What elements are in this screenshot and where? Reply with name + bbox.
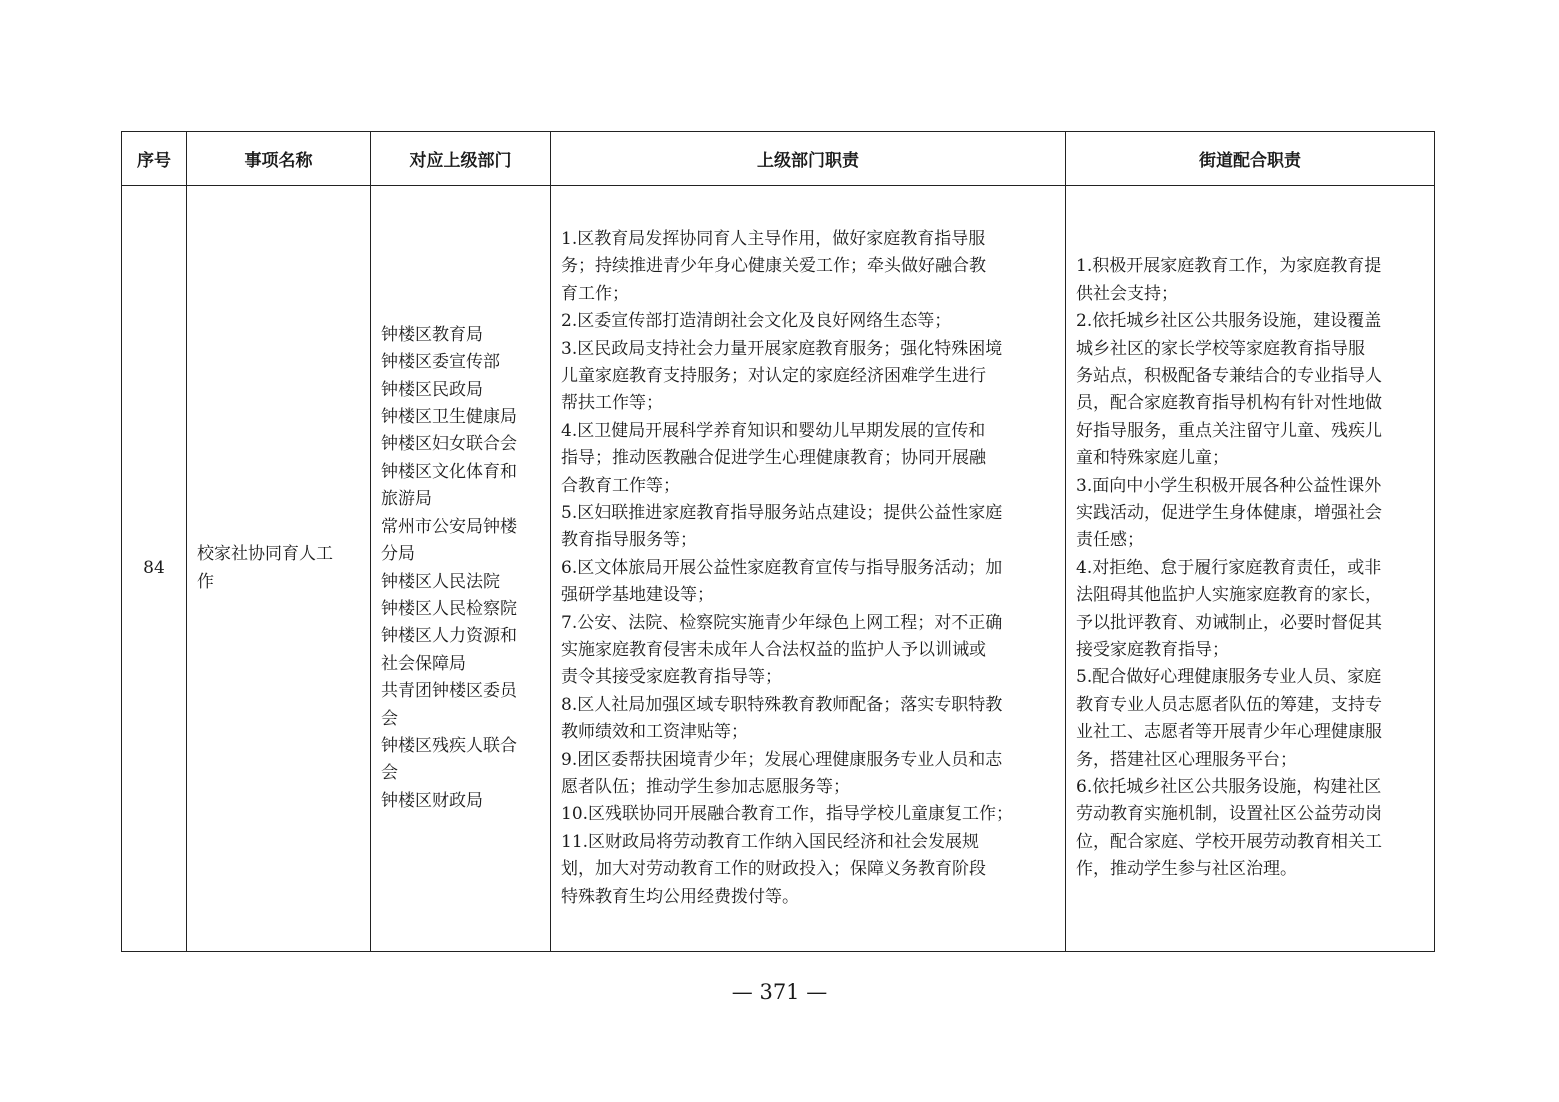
duty-table xyxy=(121,131,1435,952)
text-line: 钟楼区人民检察院 xyxy=(381,598,517,619)
cell-serial-number: 84 xyxy=(122,186,187,952)
text-line: 钟楼区财政局 xyxy=(381,790,483,811)
text-line: 实践活动，促进学生身体健康，增强社会 xyxy=(1076,502,1382,523)
cell-street-duties xyxy=(1066,186,1435,952)
text-line: 童和特殊家庭儿童； xyxy=(1076,448,1229,469)
text-line: 务，搭建社区心理服务平台； xyxy=(1076,749,1297,770)
text-line: 钟楼区教育局 xyxy=(381,324,483,345)
text-line: 责任感； xyxy=(1076,530,1144,551)
text-line: 实施家庭教育侵害未成年人合法权益的监护人予以训诫或 xyxy=(561,640,986,661)
text-line: 责令其接受家庭教育指导等； xyxy=(561,667,782,688)
table-row xyxy=(122,186,1435,952)
text-line: 会 xyxy=(381,763,398,784)
text-line: 6.区文体旅局开展公益性家庭教育宣传与指导服务活动；加 xyxy=(561,557,1003,578)
text-line: 常州市公安局钟楼 xyxy=(381,516,517,537)
text-line: 员，配合家庭教育指导机构有针对性地做 xyxy=(1076,393,1382,414)
text-line: 钟楼区人民法院 xyxy=(381,571,500,592)
text-line: 共青团钟楼区委员 xyxy=(381,681,517,702)
text-line: 儿童家庭教育支持服务；对认定的家庭经济困难学生进行 xyxy=(561,365,986,386)
page-number: — 371 — xyxy=(731,980,828,1004)
text-line: 分局 xyxy=(381,544,415,565)
text-line: 1.区教育局发挥协同育人主导作用，做好家庭教育指导服 xyxy=(561,228,986,249)
text-line: 校家社协同育人工 xyxy=(197,544,333,565)
header-street-duties: 街道配合职责 xyxy=(1066,132,1435,186)
text-line: 务；持续推进青少年身心健康关爱工作；牵头做好融合教 xyxy=(561,256,986,277)
text-line: 法阻碍其他监护人实施家庭教育的家长， xyxy=(1076,585,1382,606)
text-line: 钟楼区人力资源和 xyxy=(381,626,517,647)
text-line: 合教育工作等； xyxy=(561,475,680,496)
table-header-row xyxy=(122,132,1435,186)
text-line: 作 xyxy=(197,571,214,592)
cell-item-name xyxy=(187,186,371,952)
text-line: 好指导服务，重点关注留守儿童、残疾儿 xyxy=(1076,420,1382,441)
text-line: 业社工、志愿者等开展青少年心理健康服 xyxy=(1076,722,1382,743)
header-superior-department: 对应上级部门 xyxy=(371,132,551,186)
text-line: 位，配合家庭、学校开展劳动教育相关工 xyxy=(1076,831,1382,852)
text-line: 务站点，积极配备专兼结合的专业指导人 xyxy=(1076,365,1382,386)
text-line: 会 xyxy=(381,708,398,729)
text-line: 4.区卫健局开展科学养育知识和婴幼儿早期发展的宣传和 xyxy=(561,420,986,441)
text-line: 作，推动学生参与社区治理。 xyxy=(1076,859,1297,880)
text-line: 4.对拒绝、怠于履行家庭教育责任，或非 xyxy=(1076,557,1382,578)
text-line: 供社会支持； xyxy=(1076,283,1178,304)
text-line: 钟楼区民政局 xyxy=(381,379,483,400)
text-line: 1.积极开展家庭教育工作，为家庭教育提 xyxy=(1076,256,1382,277)
text-line: 8.区人社局加强区域专职特殊教育教师配备；落实专职特教 xyxy=(561,694,1003,715)
text-line: 划，加大对劳动教育工作的财政投入；保障义务教育阶段 xyxy=(561,859,986,880)
text-line: 3.区民政局支持社会力量开展家庭教育服务；强化特殊困境 xyxy=(561,338,1003,359)
cell-superior-department xyxy=(371,186,551,952)
header-superior-duties: 上级部门职责 xyxy=(551,132,1066,186)
text-line: 帮扶工作等； xyxy=(561,393,663,414)
text-line: 10.区残联协同开展融合教育工作，指导学校儿童康复工作； xyxy=(561,804,1014,825)
text-line: 教师绩效和工资津贴等； xyxy=(561,722,748,743)
text-line: 社会保障局 xyxy=(381,653,466,674)
text-line: 接受家庭教育指导； xyxy=(1076,640,1229,661)
text-line: 9.团区委帮扶困境青少年；发展心理健康服务专业人员和志 xyxy=(561,749,1003,770)
text-line: 旅游局 xyxy=(381,489,432,510)
text-line: 育工作； xyxy=(561,283,629,304)
text-line: 7.公安、法院、检察院实施青少年绿色上网工程；对不正确 xyxy=(561,612,1003,633)
text-line: 钟楼区妇女联合会 xyxy=(381,434,517,455)
text-line: 2.区委宣传部打造清朗社会文化及良好网络生态等； xyxy=(561,311,952,332)
text-line: 指导；推动医教融合促进学生心理健康教育；协同开展融 xyxy=(561,448,986,469)
text-line: 2.依托城乡社区公共服务设施，建设覆盖 xyxy=(1076,311,1382,332)
text-line: 11.区财政局将劳动教育工作纳入国民经济和社会发展规 xyxy=(561,831,980,852)
text-line: 愿者队伍；推动学生参加志愿服务等； xyxy=(561,777,850,798)
text-line: 钟楼区委宣传部 xyxy=(381,352,500,373)
text-line: 钟楼区卫生健康局 xyxy=(381,407,517,428)
text-line: 钟楼区文化体育和 xyxy=(381,461,517,482)
text-line: 3.面向中小学生积极开展各种公益性课外 xyxy=(1076,475,1382,496)
header-item-name: 事项名称 xyxy=(187,132,371,186)
header-serial-number: 序号 xyxy=(122,132,187,186)
text-line: 劳动教育实施机制，设置社区公益劳动岗 xyxy=(1076,804,1382,825)
text-line: 强研学基地建设等； xyxy=(561,585,714,606)
text-line: 5.区妇联推进家庭教育指导服务站点建设；提供公益性家庭 xyxy=(561,502,1003,523)
text-line: 5.配合做好心理健康服务专业人员、家庭 xyxy=(1076,667,1382,688)
cell-superior-duties xyxy=(551,186,1066,952)
text-line: 城乡社区的家长学校等家庭教育指导服 xyxy=(1076,338,1365,359)
text-line: 教育指导服务等； xyxy=(561,530,697,551)
text-line: 钟楼区残疾人联合 xyxy=(381,735,517,756)
text-line: 6.依托城乡社区公共服务设施，构建社区 xyxy=(1076,777,1382,798)
text-line: 教育专业人员志愿者队伍的筹建，支持专 xyxy=(1076,694,1382,715)
text-line: 予以批评教育、劝诫制止，必要时督促其 xyxy=(1076,612,1382,633)
text-line: 特殊教育生均公用经费拨付等。 xyxy=(561,886,799,907)
